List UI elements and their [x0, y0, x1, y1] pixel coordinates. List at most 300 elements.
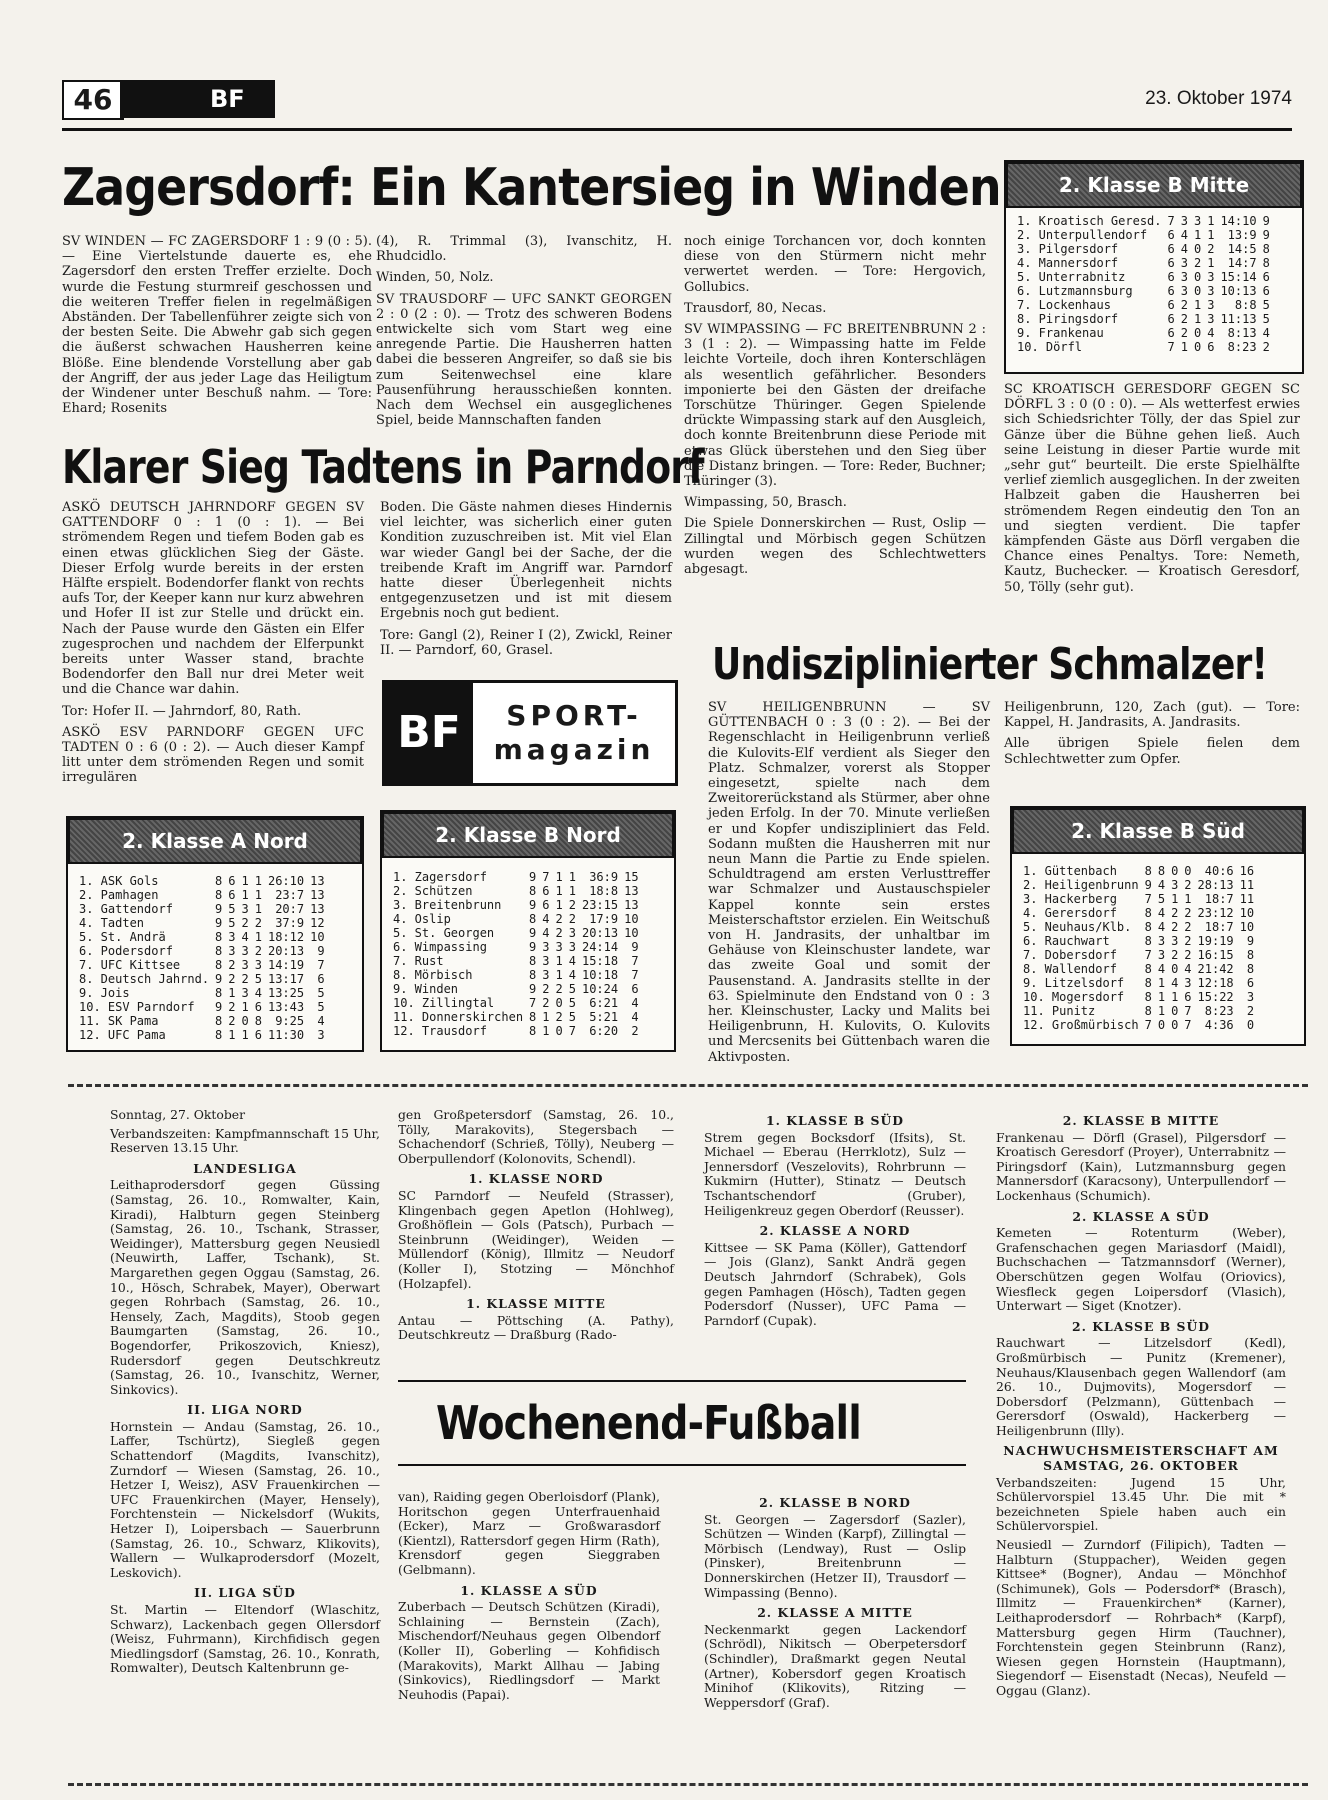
team-name: 11. Donnerskirchen: [393, 1010, 524, 1024]
team-name: 9. Frankenau: [1017, 326, 1104, 340]
stat-cell: 4: [631, 1010, 639, 1024]
stat-cell: 4: [1157, 878, 1166, 892]
stat-cell: 1: [542, 1010, 550, 1024]
stat-cell: 6: [1167, 284, 1175, 298]
stat-cell: 6: [1262, 270, 1270, 284]
article2-col1: [62, 500, 364, 792]
table-row: [390, 870, 642, 884]
stat-cell: 0: [555, 1024, 563, 1038]
stat-cell: 5: [1262, 312, 1270, 326]
stat-cell: 11: [1239, 878, 1255, 892]
brand-bar: BF: [120, 80, 275, 118]
article2-col1b: Tor: Hofer II. — Jahrndorf, 80, Rath.: [62, 703, 302, 719]
table-row: [1020, 948, 1257, 962]
stat-cell: 11:13: [1220, 312, 1257, 326]
stat-cell: 9: [529, 870, 537, 884]
stat-cell: 5: [254, 972, 262, 986]
article3-col2: [1004, 700, 1300, 773]
table-row: [1014, 242, 1273, 256]
stat-cell: 2: [555, 926, 563, 940]
team-name: 7. Lockenhaus: [1017, 298, 1111, 312]
team-name: 6. Podersdorf: [79, 944, 173, 958]
stat-cell: 6: [254, 1000, 262, 1014]
stat-cell: 2: [1171, 920, 1179, 934]
stat-cell: 9: [631, 940, 639, 954]
stat-cell: 7: [568, 1024, 576, 1038]
table-row: [76, 874, 328, 888]
table-row: [1020, 934, 1257, 948]
stat-cell: 8: [215, 1028, 223, 1042]
stat-cell: 20:13: [581, 926, 619, 940]
stat-cell: 0: [1171, 1004, 1179, 1018]
stat-cell: 10: [1239, 906, 1255, 920]
stat-cell: 7: [1144, 892, 1152, 906]
stat-cell: 1: [1184, 892, 1192, 906]
team-name: 7. UFC Kittsee: [79, 958, 181, 972]
stat-cell: 5: [1262, 298, 1270, 312]
stat-cell: 8: [215, 930, 223, 944]
stat-cell: 13: [310, 874, 325, 888]
stat-cell: 14:10: [1220, 214, 1257, 228]
table-b-sued: [1010, 806, 1306, 1046]
stat-cell: 1: [1207, 228, 1215, 242]
stat-cell: 8: [529, 884, 537, 898]
table-row: [76, 1028, 328, 1042]
table-a-nord: [66, 816, 364, 1052]
stat-cell: 1: [1207, 214, 1215, 228]
stat-cell: 4: [1157, 962, 1166, 976]
stat-cell: 3: [241, 944, 249, 958]
fixtures-section-heading: 2. KLASSE B SÜD: [1071, 1318, 1210, 1334]
stat-cell: 8: [529, 912, 537, 926]
stat-cell: 13: [310, 902, 325, 916]
table-row: [76, 1000, 328, 1014]
stat-cell: 4: [1171, 976, 1179, 990]
stat-cell: 1: [568, 884, 576, 898]
stat-cell: 0: [1171, 962, 1179, 976]
stat-cell: 1: [1207, 256, 1215, 270]
stat-cell: 9: [529, 982, 537, 996]
stat-cell: 1: [1157, 976, 1166, 990]
stat-cell: 8: [529, 1024, 537, 1038]
fixtures-paragraph: Frankenau — Dörfl (Grasel), Pilgersdorf — Kroatisch Geresdorf (Proyer), Unterrabnitz — Piringsdorf (Kain), Lutzmannsburg gegen Mannersdorf (Karacsony), Unterpullendorf — Lockenhaus (Schumich).: [996, 1129, 1286, 1203]
stat-cell: 15: [624, 870, 639, 884]
article1-col3c: SV WIMPASSING — FC BREITENBRUNN 2 : 3 (1 : 2). — Wimpassing hatte im Felde leichte Vorteile, doch ihren Konterschlägen als wesentlich gefährlicher. Besonders imponierte bei den Gästen der dreifache Torschütze Thüringer. Gegen Spielende drückte Wimpassing stark auf den Ausgleich, doch konnte Breitenbrunn diese Periode mit etwas Glück überstehen und den Sieg über die Distanz bringen. — Tore: Reder, Buchner; Thüringer (3).: [684, 322, 986, 490]
stat-cell: 3: [1171, 934, 1179, 948]
stat-cell: 7: [542, 870, 550, 884]
stat-cell: 4: [568, 954, 576, 968]
stat-cell: 4: [241, 930, 249, 944]
table-row: [390, 982, 642, 996]
stat-cell: 2: [1207, 242, 1215, 256]
stat-cell: 16: [1239, 864, 1255, 878]
stat-cell: 2: [568, 912, 576, 926]
stat-cell: 8: [1144, 906, 1152, 920]
stat-cell: 2: [1246, 1004, 1255, 1018]
stat-cell: 10: [624, 912, 639, 926]
article3-col2a: Heiligenbrunn, 120, Zach (gut). — Tore: Kappel, H. Jandrasits, A. Jandrasits.: [1004, 700, 1300, 731]
stat-cell: 7: [1144, 948, 1152, 962]
stat-cell: 3: [1180, 214, 1188, 228]
table-b-mitte-title: 2. Klasse B Mitte: [1006, 162, 1302, 208]
stat-cell: 2: [631, 1024, 639, 1038]
table-row: [1014, 312, 1273, 326]
stat-cell: 7: [1144, 1018, 1152, 1032]
article-kroatisch: [1004, 382, 1300, 601]
stat-cell: 2: [228, 972, 236, 986]
stat-cell: 40:6: [1204, 864, 1234, 878]
table-row: [1014, 284, 1273, 298]
table-row: [76, 888, 328, 902]
table-b-nord-grid: [390, 870, 642, 1038]
fixtures-paragraph: Rauchwart — Litzelsdorf (Kedl), Großmürbisch — Punitz (Kremener), Neuhaus/Klausenbach gegen Wallendorf (am 26. 10., Dujmovits), Mogersdorf — Dobersdorf (Pelzmann), Güttenbach — Gerersdorf (Oswald), Hackerberg — Heiligenbrunn (Illy).: [996, 1335, 1286, 1438]
table-row: [1020, 990, 1257, 1004]
team-name: 5. St. Georgen: [393, 926, 495, 940]
table-row: [76, 902, 328, 916]
stat-cell: 3: [542, 954, 550, 968]
stat-cell: 2: [555, 982, 563, 996]
stat-cell: 16:15: [1197, 948, 1234, 962]
stat-cell: 8: [529, 1010, 537, 1024]
logo-line2: magazin: [493, 733, 655, 766]
stat-cell: 5: [568, 982, 576, 996]
team-name: 1. Güttenbach: [1023, 864, 1117, 878]
stat-cell: 8: [1144, 920, 1152, 934]
table-row: [1020, 976, 1257, 990]
team-name: 11. Punitz: [1023, 1004, 1096, 1018]
stat-cell: 8: [529, 968, 537, 982]
table-row: [76, 958, 328, 972]
stat-cell: 6: [228, 874, 236, 888]
article1-col2b: Winden, 50, Nolz.: [376, 270, 494, 286]
fixtures-paragraph: Kemeten — Rotenturm (Weber), Grafenschachen gegen Mariasdorf (Maidl), Buchschachen — Tatzmannsdorf (Werner), Oberschützen gegen Wolfau (Oriovics), Wiesfleck gegen Loipersdorf (Vlasich), Unterwart — Siget (Knotzer).: [996, 1225, 1286, 1314]
stat-cell: 4: [1184, 962, 1192, 976]
stat-cell: 9: [1262, 228, 1270, 242]
stat-cell: 6: [1262, 284, 1270, 298]
fixtures-section-heading: LANDESLIGA: [193, 1160, 297, 1176]
stat-cell: 13:17: [267, 972, 305, 986]
stat-cell: 0: [555, 996, 563, 1010]
stat-cell: 7: [317, 958, 325, 972]
stat-cell: 37:9: [275, 916, 305, 930]
team-name: 8. Piringsdorf: [1017, 312, 1119, 326]
table-row: [1020, 892, 1257, 906]
stat-cell: 3: [241, 902, 249, 916]
stat-cell: 2: [555, 1010, 563, 1024]
stat-cell: 3: [241, 986, 249, 1000]
stat-cell: 2: [542, 982, 550, 996]
stat-cell: 20:7: [275, 902, 305, 916]
stat-cell: 2: [1171, 948, 1179, 962]
stat-cell: 9: [1144, 878, 1152, 892]
stat-cell: 7: [1167, 214, 1175, 228]
stat-cell: 7: [1167, 340, 1175, 354]
fixtures-paragraph: Neusiedl — Zurndorf (Filipich), Tadten — Halbturn (Stuppacher), Weiden gegen Kittsee* (Bogner), Andau — Mönchhof (Schimunek), Gols — Podersdorf* (Brasch), Illmitz — Frauenkirchen* (Karner), Leithaprodersdorf — Rohrbach* (Karpf), Mattersburg gegen Hirm (Tauchner), Forchtenstein gegen Steinbrunn (Ranz), Wiesen gegen Hornstein (Hauptmann), Siegendorf — Eisenstadt (Necas), Neufeld — Oggau (Glanz).: [996, 1537, 1286, 1698]
table-row: [1014, 270, 1273, 284]
fixtures-paragraph: Verbandszeiten: Kampfmannschaft 15 Uhr, Reserven 13.15 Uhr.: [110, 1125, 380, 1156]
stat-cell: 7: [1184, 1004, 1192, 1018]
fixtures-paragraph: St. Georgen — Zagersdorf (Sazler), Schützen — Winden (Karpf), Zillingtal — Mörbisch (Lendway), Rust — Oslip (Pinsker), Breitenbrunn — Donnerskirchen (Hetzer II), Trausdorf — Wimpassing (Benno).: [704, 1511, 966, 1600]
team-name: 4. Tadten: [79, 916, 145, 930]
stat-cell: 6: [254, 1028, 262, 1042]
stat-cell: 28:13: [1197, 878, 1234, 892]
team-name: 5. St. Andrä: [79, 930, 166, 944]
stat-cell: 2: [1193, 256, 1202, 270]
team-name: 10. Dörfl: [1017, 340, 1083, 354]
stat-cell: 10:18: [581, 968, 619, 982]
fixtures-paragraph: Hornstein — Andau (Samstag, 26. 10., Laffer, Tschürtz), Siegleß gegen Schattendorf (Magdits, Ivanschitz), Zurndorf — Wiesen (Samstag, 26. 10., Hetzer I, Weisz), ASV Frauenkirchen — UFC Frauenkirchen (Mayer, Hensely), Forchtenstein — Nickelsdorf (Wukits, Hetzer I), Loipersbach — Sauerbrunn (Samstag, 26. 10., Schwarz, Klikovits), Wallern — Wulkaprodersdorf (Mozelt, Leskovich).: [110, 1418, 380, 1580]
stat-cell: 9: [529, 926, 537, 940]
team-name: 12. Trausdorf: [393, 1024, 487, 1038]
headline-schmalzer: Undisziplinierter Schmalzer!: [712, 639, 1268, 690]
stat-cell: 2: [254, 916, 262, 930]
stat-cell: 13: [624, 898, 639, 912]
fixtures-section-heading: 1. KLASSE A SÜD: [460, 1582, 598, 1598]
stat-cell: 1: [241, 1028, 249, 1042]
stat-cell: 10: [624, 926, 639, 940]
stat-cell: 12: [310, 916, 325, 930]
stat-cell: 1: [241, 888, 249, 902]
stat-cell: 1: [1193, 228, 1202, 242]
fixtures-col3: [704, 1108, 966, 1332]
stat-cell: 4: [568, 968, 576, 982]
team-name: 4. Gerersdorf: [1023, 906, 1117, 920]
stat-cell: 6: [1167, 228, 1175, 242]
stat-cell: 0: [1171, 1018, 1179, 1032]
stat-cell: 1: [254, 874, 262, 888]
stat-cell: 6: [542, 898, 550, 912]
stat-cell: 23:12: [1197, 906, 1234, 920]
stat-cell: 19:19: [1197, 934, 1234, 948]
fixtures-headline-rule-top: [398, 1380, 966, 1382]
team-name: 6. Rauchwart: [1023, 934, 1110, 948]
table-b-nord: [380, 810, 676, 1052]
stat-cell: 4: [1262, 326, 1270, 340]
fixtures-section-heading: 2. KLASSE A MITTE: [757, 1605, 913, 1621]
stat-cell: 6: [631, 982, 639, 996]
stat-cell: 0: [1171, 864, 1179, 878]
team-name: 1. ASK Gols: [79, 874, 159, 888]
stat-cell: 1: [555, 954, 563, 968]
article1-col3d: Wimpassing, 50, Brasch.: [684, 495, 847, 511]
stat-cell: 5: [228, 902, 236, 916]
fixtures-section-heading: 1. KLASSE NORD: [468, 1171, 604, 1187]
table-row: [76, 972, 328, 986]
stat-cell: 9: [317, 944, 325, 958]
stat-cell: 8: [529, 954, 537, 968]
stat-cell: 3: [1171, 878, 1179, 892]
stat-cell: 0: [1193, 284, 1202, 298]
table-row: [1014, 228, 1273, 242]
logo-bf: BF: [385, 683, 473, 783]
table-row: [390, 1010, 642, 1024]
stat-cell: 3: [1180, 256, 1188, 270]
stat-cell: 8: [1246, 962, 1255, 976]
stat-cell: 3: [1246, 990, 1255, 1004]
team-name: 1. Zagersdorf: [393, 870, 487, 884]
headline-zagersdorf: Zagersdorf: Ein Kantersieg in Winden: [62, 158, 1001, 218]
stat-cell: 3: [1207, 312, 1215, 326]
stat-cell: 7: [529, 996, 537, 1010]
stat-cell: 9: [215, 1000, 223, 1014]
stat-cell: 8: [1144, 990, 1152, 1004]
stat-cell: 36:9: [589, 870, 619, 884]
stat-cell: 5: [228, 916, 236, 930]
team-name: 9. Winden: [393, 982, 459, 996]
stat-cell: 4: [1157, 906, 1166, 920]
stat-cell: 9: [529, 940, 537, 954]
stat-cell: 18:12: [267, 930, 305, 944]
article1-col3e: Die Spiele Donnerskirchen — Rust, Oslip — Zillingtal und Mörbisch gegen Schützen wurden wegen des Schlechtwetters abgesagt.: [684, 516, 986, 578]
stat-cell: 26:10: [267, 874, 305, 888]
stat-cell: 3: [1180, 284, 1188, 298]
issue-date: 23. Oktober 1974: [1145, 88, 1292, 109]
team-name: 6. Lutzmannsburg: [1017, 284, 1133, 298]
stat-cell: 4: [254, 986, 262, 1000]
team-name: 5. Unterrabnitz: [1017, 270, 1126, 284]
article2-col2: [380, 500, 672, 664]
stat-cell: 5: [568, 996, 576, 1010]
article-kroatisch-text: SC KROATISCH GERESDORF GEGEN SC DÖRFL 3 : 0 (0 : 0). — Als wetterfest erwies sich Schiedsrichter Tölly, der das Spiel zur Gänze über die Bühne gehen ließ. Auch seine Leistung in dieser Partie wurde mit „sehr gut“ beurteilt. Die erste Spielhälfte verlief ziemlich ausgeglichen. In der zweiten Halbzeit gaben die Hausherren bei strömendem Regen eindeutig den Ton an und siegten verdient. Die tapfer kämpfenden Gäste aus Dörfl vergaben die Chance eines Penaltys. Tore: Nemeth, Kautz, Buchecker. — Kroatisch Geresdorf, 50, Tölly (sehr gut).: [1004, 382, 1300, 595]
team-name: 9. Jois: [79, 986, 130, 1000]
stat-cell: 2: [228, 1014, 236, 1028]
stat-cell: 6: [1167, 312, 1175, 326]
team-name: 7. Dobersdorf: [1023, 948, 1117, 962]
stat-cell: 8: [1157, 864, 1166, 878]
stat-cell: 3: [1207, 270, 1215, 284]
stat-cell: 0: [1184, 864, 1192, 878]
stat-cell: 15:18: [581, 954, 619, 968]
stat-cell: 13:9: [1227, 228, 1257, 242]
team-name: 2. Unterpullendorf: [1017, 228, 1148, 242]
stat-cell: 3: [1207, 284, 1215, 298]
fixtures-section-heading: 2. KLASSE A SÜD: [1072, 1208, 1210, 1224]
stat-cell: 0: [1193, 270, 1202, 284]
stat-cell: 6: [542, 884, 550, 898]
header-rule: [62, 128, 1292, 131]
stat-cell: 1: [254, 930, 262, 944]
table-row: [1014, 340, 1273, 354]
stat-cell: 2: [1184, 920, 1192, 934]
table-row: [390, 912, 642, 926]
stat-cell: 1: [1157, 1004, 1166, 1018]
stat-cell: 0: [1246, 1018, 1255, 1032]
stat-cell: 3: [254, 958, 262, 972]
table-row: [1014, 214, 1273, 228]
stat-cell: 2: [542, 996, 550, 1010]
table-b-sued-title: 2. Klasse B Süd: [1012, 808, 1304, 854]
team-name: 1. Kroatisch Geresd.: [1017, 214, 1162, 228]
stat-cell: 1: [1157, 990, 1166, 1004]
fixtures-headline-rule-bottom: [398, 1464, 966, 1466]
team-name: 8. Wallendorf: [1023, 962, 1117, 976]
team-name: 10. ESV Parndorf: [79, 1000, 195, 1014]
team-name: 12. UFC Pama: [79, 1028, 166, 1042]
stat-cell: 2: [1171, 906, 1179, 920]
team-name: 7. Rust: [393, 954, 444, 968]
stat-cell: 3: [228, 944, 236, 958]
stat-cell: 1: [1171, 990, 1179, 1004]
stat-cell: 8: [1262, 256, 1270, 270]
stat-cell: 5: [568, 1010, 576, 1024]
stat-cell: 8:8: [1234, 298, 1257, 312]
stat-cell: 1: [1193, 298, 1202, 312]
article1-col3a: noch einige Torchancen vor, doch konnten diese von den Stürmern nicht mehr verwertet werden. — Tore: Hergovich, Gollubics.: [684, 234, 986, 295]
logo-line1: SPORT-: [506, 699, 642, 732]
table-a-nord-title: 2. Klasse A Nord: [68, 818, 362, 864]
stat-cell: 8: [1144, 976, 1152, 990]
stat-cell: 4:36: [1204, 1018, 1234, 1032]
table-row: [390, 884, 642, 898]
stat-cell: 5: [317, 1000, 325, 1014]
stat-cell: 2: [1184, 878, 1192, 892]
headline-wochenend: Wochenend-Fußball: [436, 1396, 861, 1450]
stat-cell: 2: [1184, 934, 1192, 948]
stat-cell: 8:13: [1227, 326, 1257, 340]
stat-cell: 0: [1193, 242, 1202, 256]
stat-cell: 4: [317, 1014, 325, 1028]
stat-cell: 9: [1246, 934, 1255, 948]
stat-cell: 2: [555, 912, 563, 926]
stat-cell: 2: [568, 898, 576, 912]
stat-cell: 6: [1207, 340, 1215, 354]
team-name: 4. Oslip: [393, 912, 451, 926]
team-name: 3. Breitenbrunn: [393, 898, 502, 912]
stat-cell: 3: [317, 1028, 325, 1042]
fixtures-paragraph: van), Raiding gegen Oberloisdorf (Plank), Horitschon gegen Unterfrauenhaid (Ecker), Marz — Großwarasdorf (Kientzl), Rattersdorf gegen Hirm (Rath), Krensdorf gegen Sieggraben (Gelbmann).: [398, 1489, 660, 1577]
stat-cell: 3: [1184, 976, 1192, 990]
article1-col1: [62, 234, 372, 422]
stat-cell: 8: [1144, 864, 1152, 878]
table-b-nord-title: 2. Klasse B Nord: [382, 812, 674, 858]
stat-cell: 2: [1184, 906, 1192, 920]
article1-col3: [684, 234, 986, 583]
table-row: [1020, 920, 1257, 934]
team-name: 3. Hackerberg: [1023, 892, 1117, 906]
stat-cell: 6:21: [589, 996, 619, 1010]
stat-cell: 3: [1157, 948, 1166, 962]
stat-cell: 8: [215, 958, 223, 972]
team-name: 3. Pilgersdorf: [1017, 242, 1119, 256]
stat-cell: 2: [1184, 948, 1192, 962]
article1-col1-text: SV WINDEN — FC ZAGERSDORF 1 : 9 (0 : 5). — Eine Viertelstunde dauerte es, ehe Zagersdorf den ersten Treffer erzielte. Doch wurde die Festung sturmreif geschossen und die weiteren Treffer fielen in regelmäßigen Abständen. Der Tabellenführer zeigte sich von der besten Seite. Die Abwehr gab sich gegen die äußerst schwachen Hausherren keine Blöße. Eine blendende Vorstellung aber gab der Angriff, der aus jeder Lage das Heiligtum der Windener unter Beschuß nahm. — Tore: Ehard; Rosenits: [62, 234, 372, 417]
stat-cell: 13: [624, 884, 639, 898]
stat-cell: 17:9: [589, 912, 619, 926]
team-name: 9. Litzelsdorf: [1023, 976, 1125, 990]
stat-cell: 3: [1207, 298, 1215, 312]
fixtures-section-heading: 1. KLASSE MITTE: [466, 1296, 606, 1312]
logo-text: [473, 683, 675, 783]
stat-cell: 14:5: [1227, 242, 1257, 256]
stat-cell: 10: [1239, 920, 1255, 934]
table-row: [76, 1014, 328, 1028]
stat-cell: 4: [1180, 228, 1188, 242]
fixtures-paragraph: Zuberbach — Deutsch Schützen (Kiradi), Schlaining — Bernstein (Zach), Mischendorf/Neuhaus gegen Olbendorf (Koller II), Goberling — Kohfidisch (Marakovits), Markt Allhau — Jabing (Sinkovics), Riedlingsdorf — Markt Neuhodis (Papai).: [398, 1599, 660, 1702]
stat-cell: 12:18: [1197, 976, 1234, 990]
stat-cell: 1: [542, 1024, 550, 1038]
table-row: [390, 968, 642, 982]
stat-cell: 3: [568, 940, 576, 954]
fixtures-paragraph: St. Martin — Eltendorf (Wlaschitz, Schwarz), Lackenbach gegen Ollersdorf (Weisz, Fuhrmann), Kirchfidisch gegen Miedlingsdorf (Samstag, 26. 10., Konrath, Romwalter), Deutsch Kaltenbrunn ge-: [110, 1602, 380, 1676]
table-b-mitte: [1004, 160, 1304, 374]
stat-cell: 3: [542, 968, 550, 982]
article3-col1: [708, 700, 990, 1071]
stat-cell: 18:7: [1204, 920, 1234, 934]
stat-cell: 1: [555, 884, 563, 898]
stat-cell: 2: [228, 1000, 236, 1014]
team-name: 5. Neuhaus/Klb.: [1023, 920, 1132, 934]
fixtures-col2: [398, 1108, 674, 1347]
